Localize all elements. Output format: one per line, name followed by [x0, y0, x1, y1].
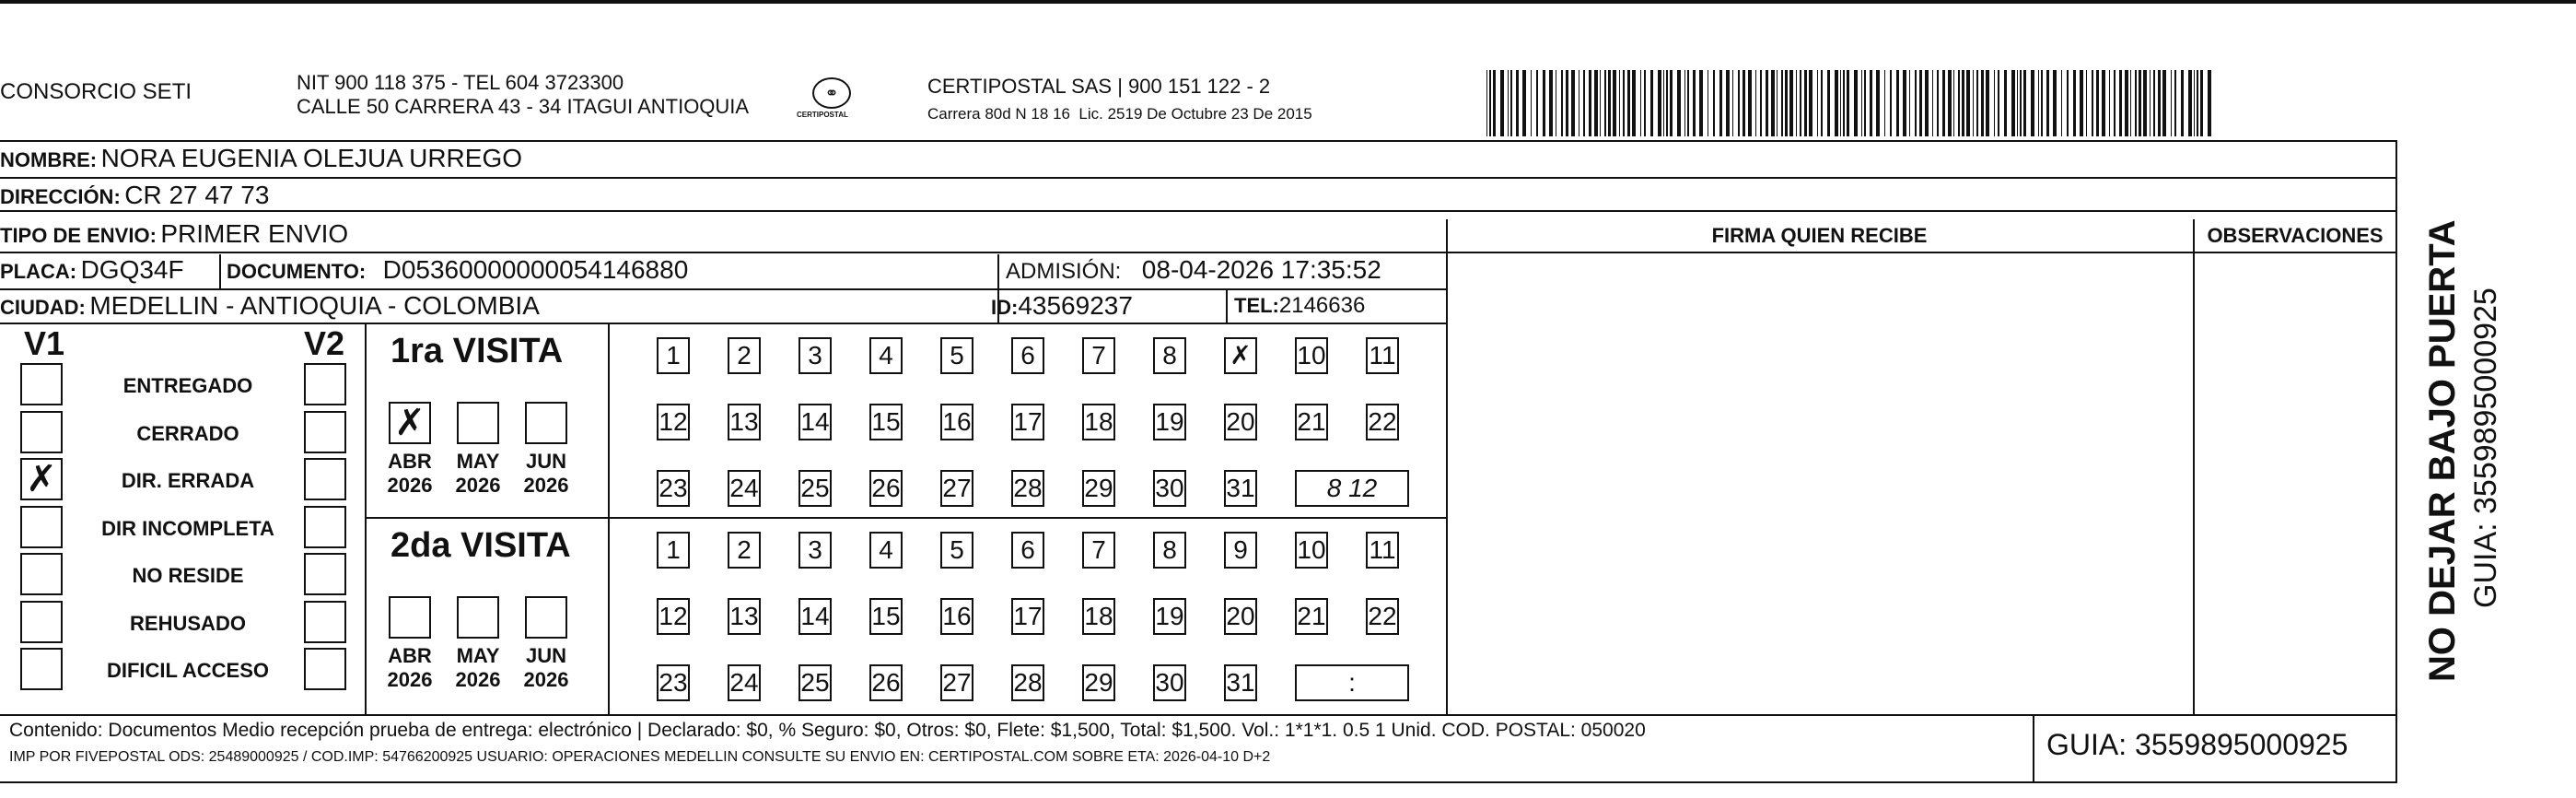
barcode-bar — [2130, 70, 2131, 136]
barcode-bar — [1835, 70, 1838, 136]
barcode-bar — [1915, 70, 1917, 136]
month-checkbox[interactable] — [389, 596, 431, 639]
v1-checkbox[interactable] — [20, 553, 63, 595]
certipostal-line: CERTIPOSTAL SAS | 900 151 122 - 2 — [927, 75, 1271, 98]
v2-checkbox[interactable] — [304, 553, 346, 595]
day-box[interactable]: 28 — [1011, 664, 1044, 701]
day-box[interactable]: 19 — [1153, 598, 1186, 635]
day-box[interactable]: 15 — [869, 404, 903, 440]
barcode-bar — [1608, 70, 1611, 136]
visit-divider — [365, 517, 1448, 519]
barcode-bar — [2041, 70, 2043, 136]
barcode-bar — [1732, 70, 1733, 136]
day-box[interactable]: ✗ — [1224, 337, 1257, 374]
barcode-bar — [1743, 70, 1745, 136]
day-box[interactable]: 25 — [798, 470, 832, 507]
direccion-value: CR 27 47 73 — [124, 181, 270, 209]
day-box[interactable]: 13 — [728, 598, 761, 635]
day-box[interactable]: 24 — [728, 664, 761, 701]
day-box[interactable]: 12 — [657, 598, 690, 635]
barcode-bar — [1755, 70, 1756, 136]
day-box[interactable]: 17 — [1011, 598, 1044, 635]
barcode-bar — [2061, 70, 2062, 136]
barcode-bar — [1600, 70, 1601, 136]
v2-checkbox[interactable] — [304, 506, 346, 548]
day-box[interactable]: 1 — [657, 532, 690, 569]
barcode-bar — [2208, 70, 2211, 136]
day-box[interactable]: 8 — [1153, 532, 1186, 569]
barcode-bar — [2181, 70, 2184, 136]
nombre-field — [0, 144, 522, 173]
barcode-bar — [2188, 70, 2192, 136]
month-label: MAY 2026 — [455, 644, 501, 691]
barcode-bar — [2020, 70, 2022, 136]
barcode-bar — [1663, 70, 1664, 136]
documento-value: D05360000000054146880 — [382, 255, 689, 284]
row-line — [0, 177, 2397, 179]
barcode-bar — [2125, 70, 2128, 136]
documento-label: DOCUMENTO: — [227, 260, 367, 283]
month-checkbox[interactable] — [525, 402, 567, 444]
barcode-bar — [2174, 70, 2176, 136]
barcode-bar — [2073, 70, 2076, 136]
barcode-bar — [1571, 70, 1575, 136]
month-checkbox[interactable]: ✗ — [389, 402, 431, 444]
barcode-bar — [1909, 70, 1910, 136]
day-box[interactable]: 6 — [1011, 337, 1044, 374]
nit-line: NIT 900 118 375 - TEL 604 3723300 — [297, 71, 624, 94]
day-box[interactable]: 3 — [798, 337, 832, 374]
day-box[interactable]: 7 — [1082, 337, 1115, 374]
barcode-bar — [1966, 70, 1970, 136]
barcode-bar — [2139, 70, 2141, 136]
barcode-bar — [2135, 70, 2137, 136]
barcode-bar — [1719, 70, 1722, 136]
barcode-bar — [1699, 70, 1703, 136]
row-line — [0, 252, 2397, 253]
barcode-bar — [1821, 70, 1823, 136]
v2-checkbox[interactable] — [304, 458, 346, 500]
barcode-bar — [1493, 70, 1496, 136]
day-box[interactable]: 10 — [1295, 337, 1328, 374]
day-box[interactable]: 27 — [940, 470, 973, 507]
barcode-bar — [1817, 70, 1818, 136]
barcode-bar — [1870, 70, 1872, 136]
month-label: MAY 2026 — [455, 450, 501, 497]
barcode-bar — [2194, 70, 2195, 136]
v2-checkbox[interactable] — [304, 411, 346, 453]
barcode-bar — [1561, 70, 1563, 136]
barcode-bar — [1809, 70, 1813, 136]
barcode-bar — [1510, 70, 1512, 136]
barcode-bar — [2162, 70, 2166, 136]
day-box[interactable]: 6 — [1011, 532, 1044, 569]
side-guia-text: GUIA: 3559895000925 — [2468, 288, 2503, 608]
barcode-bar — [1693, 70, 1696, 136]
barcode-bar — [2109, 70, 2110, 136]
direccion-label: DIRECCIÓN: — [0, 185, 121, 208]
day-box[interactable]: 20 — [1224, 598, 1257, 635]
status-option-label: DIR. ERRADA — [121, 469, 255, 492]
v1-checkbox[interactable]: ✗ — [20, 458, 63, 500]
barcode-bar — [1658, 70, 1661, 136]
barcode-bar — [1903, 70, 1906, 136]
placa-field — [0, 255, 184, 285]
day-box[interactable]: 14 — [798, 404, 832, 440]
day-box[interactable]: 1 — [657, 337, 690, 374]
barcode-bar — [1864, 70, 1866, 136]
admision-value: 08-04-2026 17:35:52 — [1141, 255, 1381, 284]
barcode-bar — [1594, 70, 1598, 136]
barcode-bar — [2031, 70, 2034, 136]
barcode-bar — [1948, 70, 1952, 136]
barcode-bar — [2200, 70, 2203, 136]
barcode-bar — [1861, 70, 1862, 136]
day-box[interactable]: 11 — [1366, 532, 1399, 569]
day-box[interactable]: 17 — [1011, 404, 1044, 440]
v2-checkbox[interactable] — [304, 648, 346, 690]
barcode-bar — [2017, 70, 2018, 136]
barcode-bar — [2080, 70, 2083, 136]
v1-checkbox[interactable] — [20, 601, 63, 643]
barcode-bar — [1589, 70, 1591, 136]
barcode-bar — [1771, 70, 1775, 136]
barcode-bar — [2046, 70, 2049, 136]
day-box[interactable]: 19 — [1153, 404, 1186, 440]
day-box[interactable]: 7 — [1082, 532, 1115, 569]
barcode-bar — [2171, 70, 2172, 136]
day-box[interactable]: 18 — [1082, 404, 1115, 440]
month-checkbox[interactable] — [525, 596, 567, 639]
placa-divider — [219, 254, 221, 290]
barcode-bar — [1796, 70, 1797, 136]
day-box[interactable]: 21 — [1295, 598, 1328, 635]
barcode-bar — [1994, 70, 1995, 136]
barcode-bar — [1884, 70, 1885, 136]
month-label: JUN 2026 — [523, 644, 569, 691]
barcode-bar — [1925, 70, 1929, 136]
barcode-bar — [1726, 70, 1730, 136]
footer-guia: GUIA: 3559895000925 — [2046, 728, 2349, 761]
barcode-bar — [2053, 70, 2057, 136]
barcode-bar — [1670, 70, 1673, 136]
v2-checkbox[interactable] — [304, 363, 346, 405]
barcode-bar — [1619, 70, 1620, 136]
tel-divider — [1226, 288, 1228, 323]
barcode-bar — [1531, 70, 1532, 136]
barcode-bar — [1677, 70, 1681, 136]
tipo-label: TIPO DE ENVIO: — [0, 224, 157, 247]
barcode-bar — [1566, 70, 1568, 136]
status-option-label: REHUSADO — [130, 611, 246, 635]
day-box[interactable]: 2 — [728, 532, 761, 569]
barcode-bar — [1958, 70, 1960, 136]
barcode-bar — [1516, 70, 1519, 136]
tel-value: 2146636 — [1278, 293, 1366, 318]
day-box[interactable]: 9 — [1224, 532, 1257, 569]
day-box[interactable]: 26 — [869, 470, 903, 507]
firma-divider — [1446, 219, 1448, 714]
observaciones-label: OBSERVACIONES — [2207, 224, 2384, 247]
barcode-bar — [2143, 70, 2147, 136]
barcode-bar — [1973, 70, 1974, 136]
barcode-bar — [2011, 70, 2015, 136]
v2-checkbox[interactable] — [304, 601, 346, 643]
documento-field — [227, 255, 688, 285]
no-dejar-text: NO DEJAR BAJO PUERTA — [2422, 219, 2463, 682]
footer-line — [0, 714, 2397, 716]
day-box[interactable]: 27 — [940, 664, 973, 701]
barcode-bar — [1748, 70, 1752, 136]
barcode-bar — [1543, 70, 1545, 136]
barcode-bar — [1623, 70, 1625, 136]
barcode-bar — [2092, 70, 2093, 136]
nombre-value: NORA EUGENIA OLEJUA URREGO — [100, 144, 523, 172]
day-box[interactable]: 23 — [657, 470, 690, 507]
status-option-label: DIFICIL ACCESO — [106, 659, 269, 682]
barcode-bar — [1486, 70, 1487, 136]
barcode-bar — [1738, 70, 1740, 136]
barcode-bar — [1604, 70, 1606, 136]
day-box[interactable]: 5 — [940, 337, 973, 374]
admision-label: ADMISIÓN: — [1006, 259, 1122, 284]
v1-label: V1 — [24, 324, 65, 362]
month-checkbox[interactable] — [457, 596, 499, 639]
barcode-bar — [1986, 70, 1989, 136]
barcode-bar — [1804, 70, 1807, 136]
day-box[interactable]: 22 — [1366, 404, 1399, 440]
barcode-bar — [1650, 70, 1653, 136]
barcode-bar — [1644, 70, 1646, 136]
barcode-bar — [2096, 70, 2099, 136]
day-box[interactable]: 26 — [869, 664, 903, 701]
barcode-bar — [1489, 70, 1491, 136]
day-box[interactable]: 11 — [1366, 337, 1399, 374]
day-box[interactable]: 31 — [1224, 470, 1257, 507]
v1-checkbox[interactable] — [20, 506, 63, 548]
time-box[interactable]: 8 12 — [1295, 470, 1409, 507]
barcode-bar — [1500, 70, 1504, 136]
barcode-bar — [1549, 70, 1553, 136]
barcode-bar — [1932, 70, 1933, 136]
barcode-bar — [2067, 70, 2069, 136]
logo-caption: CERTIPOSTAL — [797, 111, 848, 119]
tel-label: TEL: — [1234, 294, 1279, 317]
barcode-bar — [2150, 70, 2151, 136]
placa-label: PLACA: — [0, 260, 77, 283]
direccion-field — [0, 181, 269, 210]
month-label: ABR 2026 — [387, 644, 433, 691]
status-option-label: DIR INCOMPLETA — [101, 516, 274, 540]
visit-title: 1ra VISITA — [390, 332, 564, 370]
barcode-bar — [1777, 70, 1778, 136]
day-box[interactable]: 29 — [1082, 470, 1115, 507]
day-box[interactable]: 23 — [657, 664, 690, 701]
barcode-bar — [1640, 70, 1641, 136]
barcode-bar — [1847, 70, 1849, 136]
day-box[interactable]: 2 — [728, 337, 761, 374]
firma-label: FIRMA QUIEN RECIBE — [1711, 224, 1928, 247]
status-option-label: CERRADO — [136, 421, 239, 445]
top-border — [0, 0, 2576, 4]
visit-title: 2da VISITA — [390, 526, 571, 565]
footer-imp-line: IMP POR FIVEPOSTAL ODS: 25489000925 / COD.IMP: 54766200925 USUARIO: OPERACIONES MEDELLIN CONSULTE SU ENVIO EN: CERTIPOSTAL.COM SOBRE ETA: 2026-04-10 D+2 — [9, 749, 1271, 765]
barcode-bar — [1942, 70, 1945, 136]
row-line — [0, 210, 2397, 212]
barcode-bar — [1627, 70, 1630, 136]
barcode-bar — [1981, 70, 1984, 136]
barcode-bar — [1843, 70, 1845, 136]
barcode-bar — [1508, 70, 1509, 136]
v1-checkbox[interactable] — [20, 363, 63, 405]
tipo-value: PRIMER ENVIO — [160, 219, 349, 248]
observ-divider — [2193, 219, 2195, 714]
v2-label: V2 — [304, 324, 345, 362]
barcode-bar — [1919, 70, 1922, 136]
barcode-bar — [1766, 70, 1768, 136]
day-box[interactable]: 16 — [940, 598, 973, 635]
v1-checkbox[interactable] — [20, 411, 63, 453]
row-line — [0, 288, 1448, 290]
tipo-field — [0, 219, 348, 249]
barcode-bar — [1976, 70, 1978, 136]
footer-content-line: Contenido: Documentos Medio recepción prueba de entrega: electrónico | Declarado: $0, % Seguro: $0, Otros: $0, Flete: $1,500, Total: $1,500. Vol.: 1*1*1. 0.5 1 Unid. COD. POSTAL: 050020 — [9, 720, 1646, 741]
barcode-bar — [1953, 70, 1954, 136]
barcode-bar — [2004, 70, 2007, 136]
day-box[interactable]: 5 — [940, 532, 973, 569]
row-line — [0, 323, 1448, 324]
day-box[interactable]: 13 — [728, 404, 761, 440]
barcode-bar — [2023, 70, 2026, 136]
day-box[interactable]: 12 — [657, 404, 690, 440]
placa-value: DGQ34F — [80, 255, 184, 284]
barcode-bar — [1781, 70, 1783, 136]
barcode-bar — [1632, 70, 1636, 136]
barcode-bar — [1789, 70, 1793, 136]
admision-field — [1006, 255, 1381, 285]
day-box[interactable]: 8 — [1153, 337, 1186, 374]
day-box[interactable]: 16 — [940, 404, 973, 440]
month-label: JUN 2026 — [523, 450, 569, 497]
barcode — [1486, 70, 2214, 136]
barcode-bar — [1684, 70, 1685, 136]
barcode-bar — [2197, 70, 2198, 136]
tel-field — [1234, 293, 1365, 319]
barcode-bar — [2038, 70, 2039, 136]
day-box[interactable]: 18 — [1082, 598, 1115, 635]
day-box[interactable]: 30 — [1153, 470, 1186, 507]
day-box[interactable]: 30 — [1153, 664, 1186, 701]
day-box[interactable]: 28 — [1011, 470, 1044, 507]
day-box[interactable]: 14 — [798, 598, 832, 635]
day-box[interactable]: 29 — [1082, 664, 1115, 701]
barcode-bar — [1522, 70, 1526, 136]
barcode-bar — [1760, 70, 1762, 136]
day-box[interactable]: 31 — [1224, 664, 1257, 701]
time-box[interactable]: : — [1295, 664, 1409, 701]
barcode-bar — [2114, 70, 2116, 136]
id-label: ID: — [991, 296, 1019, 319]
barcode-bar — [2119, 70, 2122, 136]
day-box[interactable]: 24 — [728, 470, 761, 507]
id-value: 43569237 — [1018, 291, 1133, 320]
barcode-bar — [1840, 70, 1841, 136]
day-box[interactable]: 4 — [869, 532, 903, 569]
barcode-bar — [1687, 70, 1689, 136]
barcode-bar — [2086, 70, 2087, 136]
barcode-bar — [1785, 70, 1788, 136]
guia-divider — [2033, 714, 2034, 783]
day-box[interactable]: 21 — [1295, 404, 1328, 440]
barcode-bar — [1962, 70, 1964, 136]
barcode-bar — [1827, 70, 1830, 136]
day-box[interactable]: 20 — [1224, 404, 1257, 440]
barcode-bar — [1666, 70, 1668, 136]
v1-checkbox[interactable] — [20, 648, 63, 690]
status-option-label: ENTREGADO — [122, 374, 253, 397]
day-box[interactable]: 15 — [869, 598, 903, 635]
barcode-bar — [1613, 70, 1616, 136]
barcode-bar — [2153, 70, 2155, 136]
barcode-bar — [1713, 70, 1715, 136]
barcode-bar — [1800, 70, 1801, 136]
barcode-bar — [1998, 70, 1999, 136]
day-box[interactable]: 4 — [869, 337, 903, 374]
barcode-bar — [1937, 70, 1939, 136]
barcode-bar — [1890, 70, 1892, 136]
certipostal-logo: ⚭ — [812, 77, 851, 109]
company-name: CONSORCIO SETI — [0, 79, 192, 104]
status-option-label: NO RESIDE — [132, 564, 244, 587]
day-box[interactable]: 10 — [1295, 532, 1328, 569]
barcode-bar — [1896, 70, 1899, 136]
day-box[interactable]: 25 — [798, 664, 832, 701]
ciudad-field — [0, 291, 540, 321]
month-label: ABR 2026 — [387, 450, 433, 497]
certipostal-address: Carrera 80d N 18 16 Lic. 2519 De Octubre 23 De 2015 — [927, 105, 1312, 123]
day-box[interactable]: 22 — [1366, 598, 1399, 635]
month-checkbox[interactable] — [457, 402, 499, 444]
id-field — [991, 291, 1133, 321]
barcode-bar — [1536, 70, 1538, 136]
barcode-bar — [2102, 70, 2105, 136]
ciudad-value: MEDELLIN - ANTIOQUIA - COLOMBIA — [89, 291, 540, 320]
ciudad-label: CIUDAD: — [0, 296, 86, 319]
nombre-label: NOMBRE: — [0, 148, 98, 171]
address-line: CALLE 50 CARRERA 43 - 34 ITAGUI ANTIOQUIA — [297, 95, 750, 118]
barcode-bar — [1583, 70, 1585, 136]
barcode-bar — [1854, 70, 1858, 136]
barcode-bar — [1876, 70, 1880, 136]
day-box[interactable]: 3 — [798, 532, 832, 569]
barcode-bar — [2158, 70, 2161, 136]
